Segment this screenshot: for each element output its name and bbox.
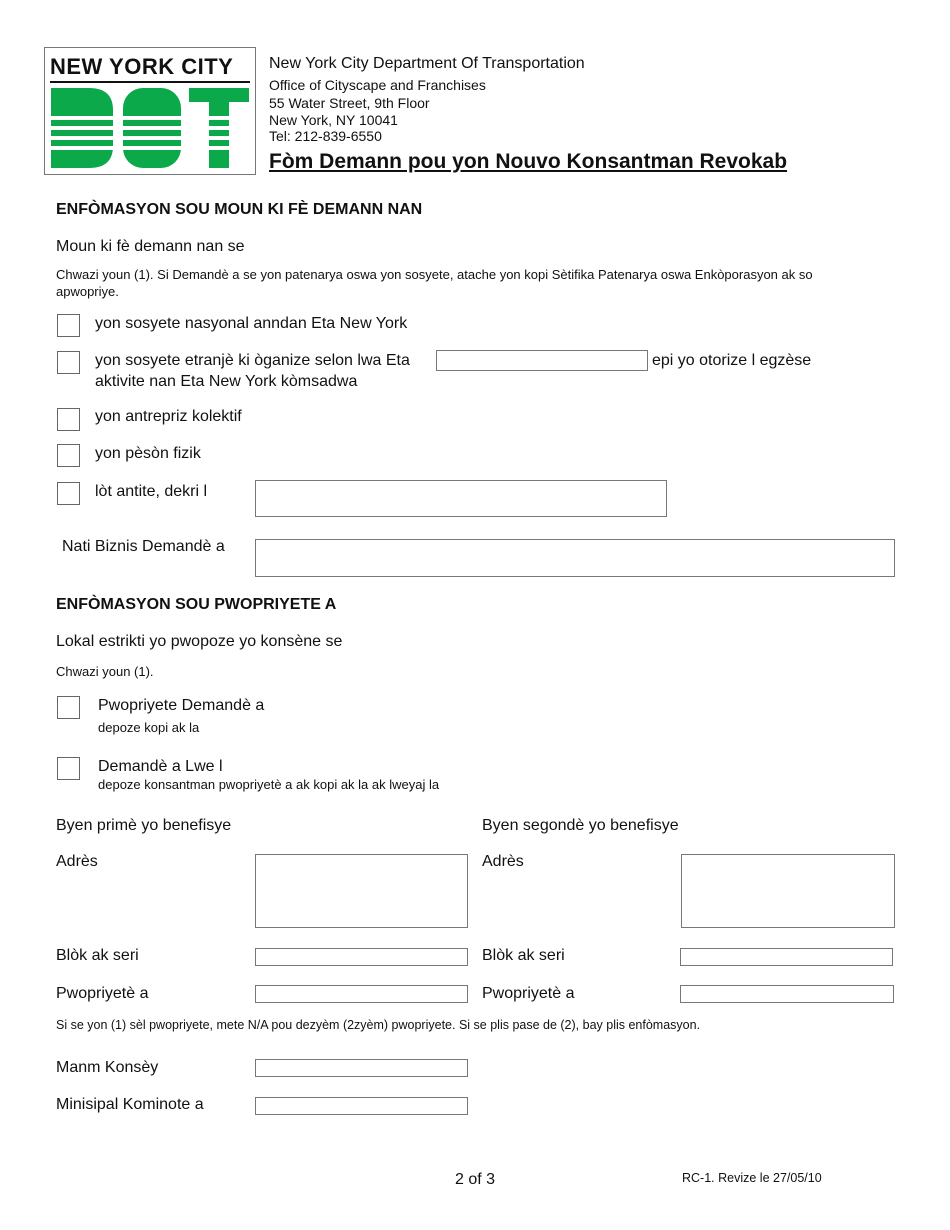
primary-owner-input[interactable]: [255, 985, 468, 1003]
label-foreign-corporation-b: epi yo otorize l egzèse: [652, 352, 812, 369]
checkbox-other-entity[interactable]: [57, 482, 80, 505]
secondary-property-heading: Byen segondè yo benefisye: [482, 817, 679, 834]
property-note: Si se yon (1) sèl pwopriyete, mete N/A pou dezyèm (2zyèm) pwopriyete. Si se plis pase de (2), bay plis enfòmasyon.: [56, 1018, 701, 1032]
address-line-2: New York, NY 10041: [269, 112, 398, 128]
other-entity-input[interactable]: [255, 480, 667, 517]
property-prompt: Lokal estrikti yo pwopoze yo konsène se: [56, 633, 343, 650]
nyc-dot-logo: [44, 47, 256, 175]
property-instruction: Chwazi youn (1).: [56, 664, 154, 679]
checkbox-individual[interactable]: [57, 444, 80, 467]
revision-label: RC-1. Revize le 27/05/10: [682, 1171, 822, 1185]
business-nature-input[interactable]: [255, 539, 895, 577]
checkbox-domestic-corporation[interactable]: [57, 314, 80, 337]
secondary-block-lot-label: Blòk ak seri: [482, 947, 565, 964]
label-leased-sub: depoze konsantman pwopriyetè a ak kopi ak la ak lweyaj la: [98, 777, 440, 792]
state-input[interactable]: [436, 350, 648, 371]
label-foreign-corporation-a: yon sosyete etranjè ki òganize selon lwa Eta: [95, 352, 410, 369]
logo-dot-mark: [51, 88, 249, 168]
council-member-label: Manm Konsèy: [56, 1059, 159, 1076]
checkbox-owned[interactable]: [57, 696, 80, 719]
label-owned-sub: depoze kopi ak la: [98, 720, 200, 735]
page-number: 2 of 3: [455, 1171, 496, 1188]
primary-owner-label: Pwopriyetè a: [56, 985, 149, 1002]
property-section-title: ENFÒMASYON SOU PWOPRIYETE A: [56, 596, 337, 613]
council-member-input[interactable]: [255, 1059, 468, 1077]
label-leased: Demandè a Lwe l: [98, 758, 223, 775]
primary-property-heading: Byen primè yo benefisye: [56, 817, 232, 834]
label-domestic-corporation: yon sosyete nasyonal anndan Eta New York: [95, 315, 408, 332]
address-line-1: 55 Water Street, 9th Floor: [269, 95, 430, 111]
secondary-owner-input[interactable]: [680, 985, 894, 1003]
community-board-input[interactable]: [255, 1097, 468, 1115]
secondary-block-lot-input[interactable]: [680, 948, 893, 966]
secondary-address-label: Adrès: [482, 853, 524, 870]
label-owned: Pwopriyete Demandè a: [98, 697, 265, 714]
checkbox-foreign-corporation[interactable]: [57, 351, 80, 374]
business-nature-label: Nati Biznis Demandè a: [62, 538, 225, 555]
primary-address-label: Adrès: [56, 853, 98, 870]
primary-address-input[interactable]: [255, 854, 468, 928]
primary-block-lot-label: Blòk ak seri: [56, 947, 139, 964]
applicant-prompt: Moun ki fè demann nan se: [56, 238, 245, 255]
label-other-entity: lòt antite, dekri l: [95, 483, 208, 500]
label-individual: yon pèsòn fizik: [95, 445, 201, 462]
label-partnership: yon antrepriz kolektif: [95, 408, 242, 425]
org-name: New York City Department Of Transportation: [269, 55, 585, 72]
applicant-instruction: Chwazi youn (1). Si Demandè a se yon patenarya oswa yon sosyete, atache yon kopi Sètifika Patenarya oswa Enkòporasyon ak so apwopriye.: [56, 267, 813, 299]
logo-text: NEW YORK CITY: [50, 54, 234, 79]
secondary-owner-label: Pwopriyetè a: [482, 985, 575, 1002]
primary-block-lot-input[interactable]: [255, 948, 468, 966]
checkbox-partnership[interactable]: [57, 408, 80, 431]
logo-rule: [50, 81, 250, 83]
checkbox-leased[interactable]: [57, 757, 80, 780]
form-title: Fòm Demann pou yon Nouvo Konsantman Revokab: [269, 150, 788, 173]
label-foreign-corporation-c: aktivite nan Eta New York kòmsadwa: [95, 373, 358, 390]
community-board-label: Minisipal Kominote a: [56, 1096, 204, 1113]
applicant-section-title: ENFÒMASYON SOU MOUN KI FÈ DEMANN NAN: [56, 201, 423, 218]
office-name: Office of Cityscape and Franchises: [269, 77, 486, 93]
secondary-address-input[interactable]: [681, 854, 895, 928]
phone: Tel: 212-839-6550: [269, 128, 382, 144]
